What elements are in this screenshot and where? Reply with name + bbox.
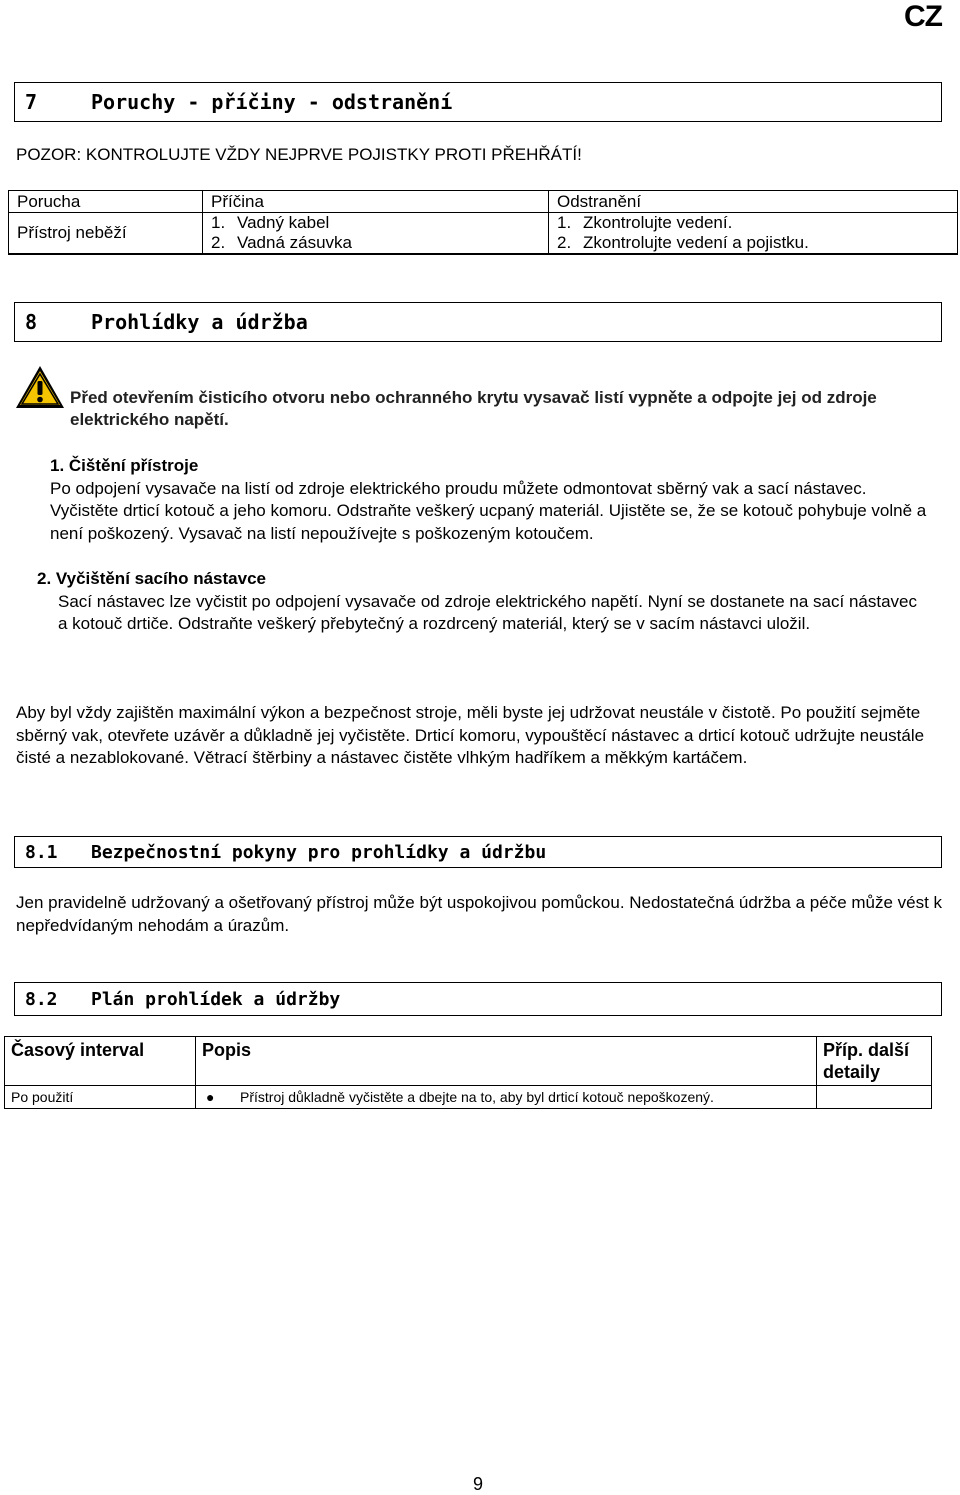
maintenance-item-2: [37, 568, 930, 636]
section-7-heading: [14, 82, 942, 122]
remedy-cell: [549, 213, 958, 255]
warning-triangle-icon: [14, 364, 66, 410]
item-title: 1. Čištění přístroje: [50, 456, 199, 475]
item-text: Po odpojení vysavače na listí od zdroje elektrického proudu můžete odmontovat sběrný vak a sací nástavec. Vyčistěte drticí kotouč a jeho komoru. Odstraňte veškerý ucpaný materiál. Ujistěte se, že se kotouč pohybuje volně a není poškozený. Vysavač na listí nepoužívejte s poškozeným kotoučem.: [50, 478, 927, 543]
section-title: Poruchy - příčiny - odstranění: [91, 90, 453, 114]
table-header-cause: Příčina: [203, 191, 549, 213]
cause-cell: [203, 213, 549, 255]
section-8-heading: [14, 302, 942, 342]
table-header-fault: Porucha: [9, 191, 203, 213]
bullet-icon: ●: [206, 1089, 215, 1105]
description-cell: ● Přístroj důkladně vyčistěte a dbejte na to, aby byl drticí kotouč nepoškozený.: [196, 1086, 817, 1109]
section-title: Bezpečnostní pokyny pro prohlídky a údržbu: [91, 841, 547, 863]
list-item: 2. Vadná zásuvka: [211, 233, 352, 252]
safety-warning-text: Před otevřením čisticího otvoru nebo ochranného krytu vysavač listí vypněte a odpojte jej od zdroje elektrického napětí.: [70, 388, 877, 429]
page-number: 9: [473, 1474, 484, 1494]
item-text: Sací nástavec lze vyčistit po odpojení vysavače od zdroje elektrického napětí. Nyní se dostanete na sací nástavec a kotouč drtiče. Odstraňte veškerý přebytečný a rozdrcený materiál, který se v sacím nástavci uložil.: [58, 591, 917, 633]
section-number: 7: [25, 90, 38, 114]
maintenance-plan-table: [4, 1036, 932, 1109]
list-item: 1. Zkontrolujte vedení.: [557, 213, 733, 232]
list-item: 1. Vadný kabel: [211, 213, 330, 232]
list-item: 2. Zkontrolujte vedení a pojistku.: [557, 233, 809, 252]
item-title: 2. Vyčištění sacího nástavce: [37, 569, 266, 588]
section-title: Prohlídky a údržba: [91, 310, 308, 334]
maintenance-item-1: [50, 455, 930, 545]
table-header-details: Příp. další detaily: [817, 1037, 932, 1086]
overheat-warning: POZOR: KONTROLUJTE VŽDY NEJPRVE POJISTKY PROTI PŘEHŘÁTÍ!: [16, 145, 582, 164]
section-title: Plán prohlídek a údržby: [91, 988, 341, 1010]
section-number: 8.2: [25, 988, 58, 1010]
language-marker: CZ: [904, 0, 942, 33]
interval-cell: Po použití: [5, 1086, 196, 1109]
fault-cell: Přístroj neběží: [9, 213, 203, 255]
section-number: 8: [25, 310, 38, 334]
table-row: [5, 1086, 932, 1109]
table-header-description: Popis: [196, 1037, 817, 1086]
section-8-2-heading: [14, 982, 942, 1016]
safety-paragraph: Jen pravidelně udržovaný a ošetřovaný přístroj může být uspokojivou pomůckou. Nedostatečná údržba a péče může vést k nepředvídaným nehodám a úrazům.: [16, 893, 943, 935]
table-header-remedy: Odstranění: [549, 191, 958, 213]
maintenance-paragraph: Aby byl vždy zajištěn maximální výkon a bezpečnost stroje, měli byste jej udržovat neustále v čistotě. Po použití sejměte sběrný vak, otevřete uzávěr a důkladně jej vyčistěte. Drticí komoru, vypouštěcí nástavec a drticí kotouč udržujte neustále čisté a nezablokované. Větrací štěrbiny a nástavec čistěte vlhkým hadříkem a měkkým kartáčem.: [16, 703, 925, 767]
section-number: 8.1: [25, 841, 58, 863]
details-cell: [817, 1086, 932, 1109]
fault-table: [8, 190, 958, 255]
section-8-1-heading: [14, 836, 942, 868]
table-header-interval: Časový interval: [5, 1037, 196, 1086]
